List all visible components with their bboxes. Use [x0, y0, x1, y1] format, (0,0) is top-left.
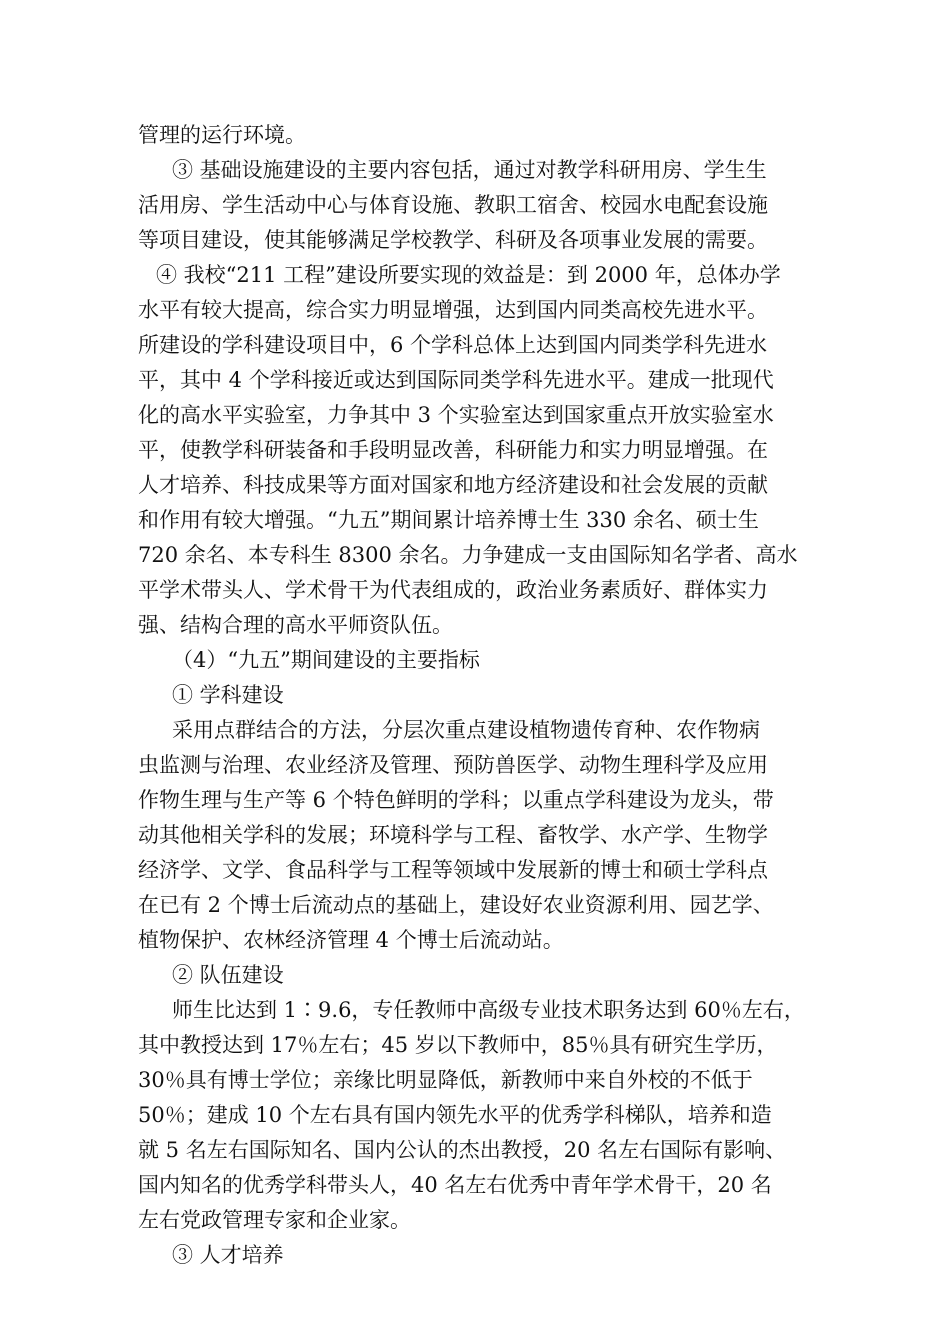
text-line: 等项目建设，使其能够满足学校教学、科研及各项事业发展的需要。 — [138, 228, 768, 252]
text-line: 虫监测与治理、农业经济及管理、预防兽医学、动物生理科学及应用 — [138, 753, 768, 777]
text-line: 和作用有较大增强。“九五”期间累计培养博士生 330 余名、硕士生 — [138, 508, 759, 532]
text-line: 就 5 名左右国际知名、国内公认的杰出教授，20 名左右国际有影响、 — [138, 1138, 787, 1162]
text-line: 平学术带头人、学术骨干为代表组成的，政治业务素质好、群体实力 — [138, 578, 768, 602]
text-line: 强、结构合理的高水平师资队伍。 — [138, 613, 453, 637]
section-heading: （4）“九五”期间建设的主要指标 — [172, 648, 480, 672]
text-line: 水平有较大提高，综合实力明显增强，达到国内同类高校先进水平。 — [138, 298, 768, 322]
text-line: 活用房、学生活动中心与体育设施、教职工宿舍、校园水电配套设施 — [138, 193, 768, 217]
text-line: 在已有 2 个博士后流动点的基础上，建设好农业资源利用、园艺学、 — [138, 893, 774, 917]
text-line: ③ 基础设施建设的主要内容包括，通过对教学科研用房、学生生 — [172, 158, 767, 182]
text-line: 720 余名、本专科生 8300 余名。力争建成一支由国际知名学者、高水 — [138, 543, 798, 567]
text-line: 化的高水平实验室，力争其中 3 个实验室达到国家重点开放实验室水 — [138, 403, 774, 427]
text-line: 采用点群结合的方法，分层次重点建设植物遗传育种、农作物病 — [172, 718, 760, 742]
text-line: 所建设的学科建设项目中，6 个学科总体上达到国内同类学科先进水 — [138, 333, 768, 357]
subsection-heading: ② 队伍建设 — [172, 963, 284, 987]
text-line: 30％具有博士学位；亲缘比明显降低，新教师中来自外校的不低于 — [138, 1068, 753, 1092]
subsection-heading: ① 学科建设 — [172, 683, 284, 707]
text-line: 平，其中 4 个学科接近或达到国际同类学科先进水平。建成一批现代 — [138, 368, 774, 392]
text-line: 师生比达到 1∶9.6，专任教师中高级专业技术职务达到 60％左右， — [172, 998, 805, 1022]
text-line: 其中教授达到 17％左右；45 岁以下教师中，85％具有研究生学历， — [138, 1033, 778, 1057]
text-line: 国内知名的优秀学科带头人，40 名左右优秀中青年学术骨干，20 名 — [138, 1173, 772, 1197]
text-line: 动其他相关学科的发展；环境科学与工程、畜牧学、水产学、生物学 — [138, 823, 768, 847]
text-line: 作物生理与生产等 6 个特色鲜明的学科；以重点学科建设为龙头，带 — [138, 788, 774, 812]
text-line: 人才培养、科技成果等方面对国家和地方经济建设和社会发展的贡献 — [138, 473, 768, 497]
text-line: 平，使教学科研装备和手段明显改善，科研能力和实力明显增强。在 — [138, 438, 768, 462]
text-line: 管理的运行环境。 — [138, 123, 306, 147]
document-body — [138, 118, 828, 1273]
text-line: 植物保护、农林经济管理 4 个博士后流动站。 — [138, 928, 564, 952]
text-line: 经济学、文学、食品科学与工程等领域中发展新的博士和硕士学科点 — [138, 858, 768, 882]
text-line: ④ 我校“211 工程”建设所要实现的效益是：到 2000 年，总体办学 — [156, 263, 781, 287]
text-line: 左右党政管理专家和企业家。 — [138, 1208, 411, 1232]
text-line: 50％；建成 10 个左右具有国内领先水平的优秀学科梯队，培养和造 — [138, 1103, 772, 1127]
subsection-heading: ③ 人才培养 — [172, 1243, 284, 1267]
